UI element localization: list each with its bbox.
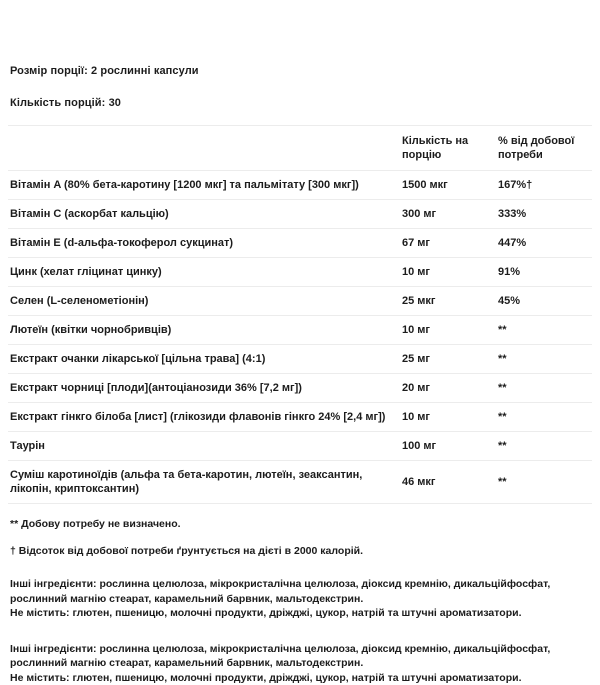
nutrient-daily-value: ** (496, 374, 592, 403)
table-row (8, 171, 592, 200)
other-ingredients-text-2: Інші інгредієнти: рослинна целюлоза, мікрокристалічна целюлоза, діоксид кремнію, дикальційфосфат, рослинний магнію стеарат, карамельний барвник, мальтодекстрин. (10, 643, 550, 670)
table-row (8, 461, 592, 504)
table-body (8, 171, 592, 504)
nutrient-daily-value: ** (496, 345, 592, 374)
nutrient-daily-value: ** (496, 403, 592, 432)
nutrient-amount: 67 мг (400, 229, 496, 258)
serving-size-line: Розмір порції: 2 рослинні капсули (8, 62, 592, 80)
nutrient-amount: 10 мг (400, 316, 496, 345)
nutrient-name: Селен (L-селенометіонін) (8, 287, 400, 316)
table-row (8, 403, 592, 432)
servings-per-container-line: Кількість порцій: 30 (8, 94, 592, 112)
table-row (8, 316, 592, 345)
nutrient-name: Вітамін E (d-альфа-токоферол сукцинат) (8, 229, 400, 258)
table-row (8, 258, 592, 287)
nutrient-daily-value: 91% (496, 258, 592, 287)
column-header-amount-per-serving: Кількість на порцію (400, 126, 496, 171)
table-row (8, 374, 592, 403)
other-ingredients-text-1: Інші інгредієнти: рослинна целюлоза, мікрокристалічна целюлоза, діоксид кремнію, дикальційфосфат, рослинний магнію стеарат, карамельний барвник, мальтодекстрин. (10, 578, 550, 605)
nutrient-amount: 25 мг (400, 345, 496, 374)
nutrient-amount: 46 мкг (400, 461, 496, 504)
top-spacer (8, 0, 592, 62)
free-from-text-2: Не містить: глютен, пшеницю, молочні продукти, дріжджі, цукор, натрій та штучні ароматизатори. (10, 671, 588, 685)
nutrient-name: Екстракт чорниці [плоди](антоціанозиди 36% [7,2 мг]) (8, 374, 400, 403)
nutrient-amount: 10 мг (400, 403, 496, 432)
supplement-facts-table (8, 125, 592, 504)
nutrient-name: Екстракт очанки лікарської [цільна трава] (4:1) (8, 345, 400, 374)
footnote-dagger: † Відсоток від добової потреби ґрунтується на дієті в 2000 калорій. (8, 544, 592, 558)
table-row (8, 345, 592, 374)
ingredients-block-2 (8, 642, 592, 685)
nutrient-amount: 100 мг (400, 432, 496, 461)
column-header-nutrient (8, 126, 400, 171)
nutrient-daily-value: 45% (496, 287, 592, 316)
nutrient-daily-value: 447% (496, 229, 592, 258)
nutrient-daily-value: ** (496, 432, 592, 461)
nutrient-name: Екстракт гінкго білоба [лист] (глікозиди флавонів гінкго 24% [2,4 мг]) (8, 403, 400, 432)
table-row (8, 287, 592, 316)
nutrient-amount: 20 мг (400, 374, 496, 403)
ingredients-block-1 (8, 577, 592, 621)
nutrient-amount: 25 мкг (400, 287, 496, 316)
nutrient-name: Цинк (хелат гліцинат цинку) (8, 258, 400, 287)
nutrient-daily-value: ** (496, 461, 592, 504)
nutrient-amount: 1500 мкг (400, 171, 496, 200)
footnote-double-asterisk: ** Добову потребу не визначено. (8, 517, 592, 531)
nutrient-amount: 10 мг (400, 258, 496, 287)
nutrient-name: Лютеїн (квітки чорнобривців) (8, 316, 400, 345)
nutrient-daily-value: ** (496, 316, 592, 345)
table-row (8, 229, 592, 258)
nutrient-name: Вітамін A (80% бета-каротину [1200 мкг] та пальмітату [300 мкг]) (8, 171, 400, 200)
nutrient-name: Вітамін C (аскорбат кальцію) (8, 200, 400, 229)
table-row (8, 432, 592, 461)
column-header-percent-daily-value: % від добової потреби (496, 126, 592, 171)
free-from-text-1: Не містить: глютен, пшеницю, молочні продукти, дріжджі, цукор, натрій та штучні ароматизатори. (10, 606, 588, 621)
table-header (8, 126, 592, 171)
nutrient-amount: 300 мг (400, 200, 496, 229)
nutrient-daily-value: 333% (496, 200, 592, 229)
table-header-row (8, 126, 592, 171)
nutrient-daily-value: 167%† (496, 171, 592, 200)
nutrient-name: Суміш каротиноїдів (альфа та бета-каротин, лютеїн, зеаксантин, лікопін, криптоксантин) (8, 461, 400, 504)
table-row (8, 200, 592, 229)
nutrient-name: Таурін (8, 432, 400, 461)
